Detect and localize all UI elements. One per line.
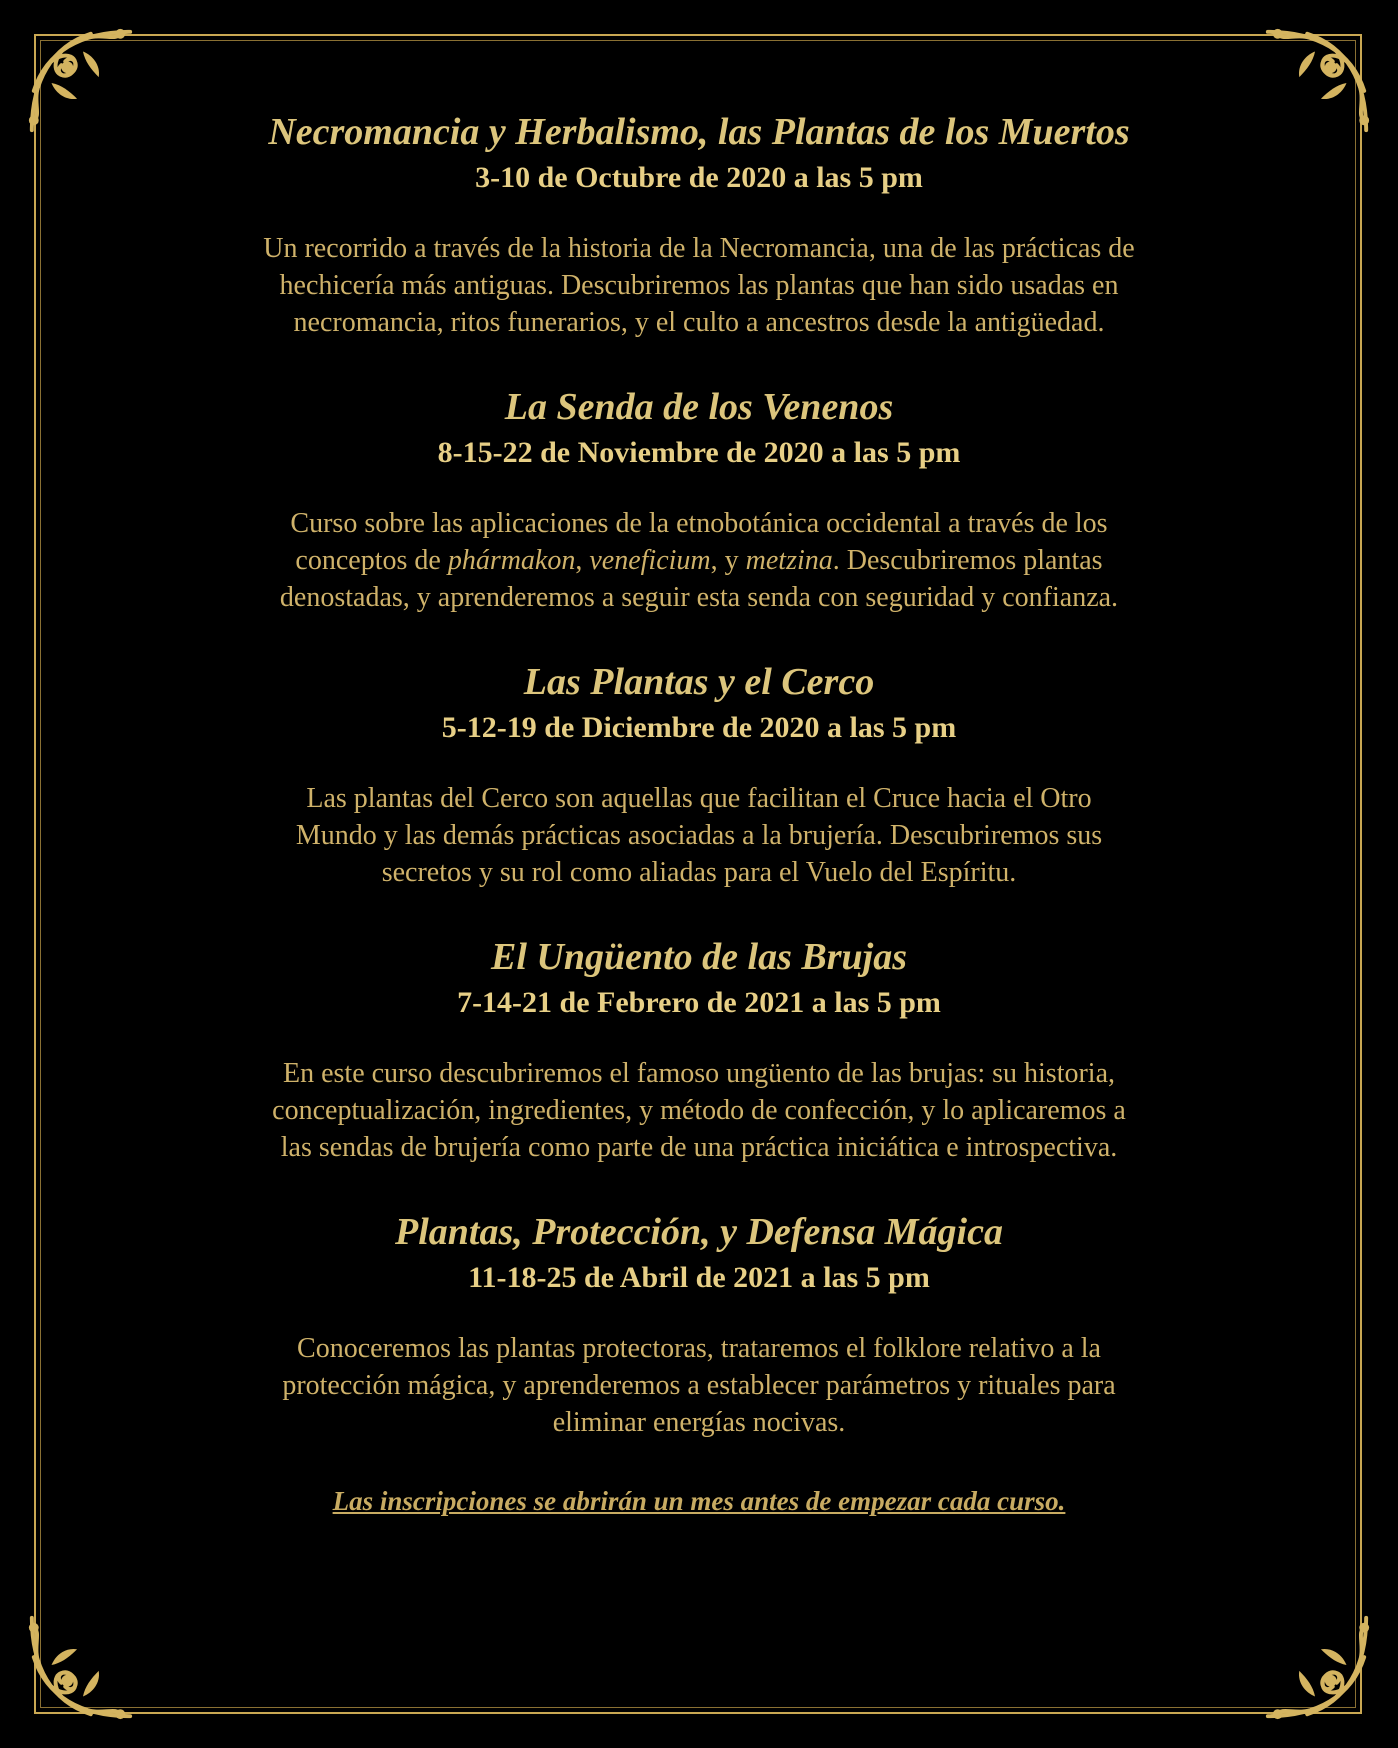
description-line: Un recorrido a través de la historia de la Necromancia, una de las prácticas de	[263, 233, 1135, 264]
course-description	[184, 505, 1214, 616]
course-description	[184, 1330, 1214, 1441]
corner-ornament-icon	[1258, 22, 1376, 140]
course-date: 7-14-21 de Febrero de 2021 a las 5 pm	[457, 986, 941, 1019]
corner-ornament-icon	[1258, 1608, 1376, 1726]
course-description	[184, 230, 1214, 341]
course-title: Necromancia y Herbalismo, las Plantas de los Muertos	[268, 111, 1130, 153]
course-date: 3-10 de Octubre de 2020 a las 5 pm	[475, 161, 923, 194]
term-metzina: metzina	[745, 545, 833, 576]
corner-ornament-icon	[22, 1608, 140, 1726]
course-date: 11-18-25 de Abril de 2021 a las 5 pm	[468, 1261, 930, 1294]
description-line: eliminar energías nocivas.	[552, 1407, 846, 1438]
description-text: . Descubriremos plantas	[832, 545, 1103, 576]
description-line: las sendas de brujería como parte de una práctica iniciática e introspectiva.	[280, 1132, 1118, 1163]
description-text: ,	[575, 545, 590, 576]
term-pharmakon: phármakon	[447, 545, 576, 576]
course-title: La Senda de los Venenos	[504, 386, 894, 428]
course-date: 5-12-19 de Diciembre de 2020 a las 5 pm	[441, 711, 957, 744]
course-description	[184, 780, 1214, 891]
description-line: protección mágica, y aprenderemos a establecer parámetros y rituales para	[282, 1370, 1116, 1401]
course-list	[150, 108, 1248, 1519]
description-line: Curso sobre las aplicaciones de la etnobotánica occidental a través de los	[290, 508, 1108, 539]
course-date: 8-15-22 de Noviembre de 2020 a las 5 pm	[437, 436, 961, 469]
description-line: hechicería más antiguas. Descubriremos las plantas que han sido usadas en	[279, 270, 1119, 301]
course-unguento-brujas	[150, 933, 1248, 1166]
course-description	[184, 1055, 1214, 1166]
description-line: conceptualización, ingredientes, y método de confección, y lo aplicaremos a	[272, 1095, 1126, 1126]
course-title: Las Plantas y el Cerco	[523, 661, 875, 703]
course-necromancia	[150, 108, 1248, 341]
course-title: El Ungüento de las Brujas	[491, 936, 907, 978]
description-line: denostadas, y aprenderemos a seguir esta senda con seguridad y confianza.	[279, 582, 1119, 613]
course-title: Plantas, Protección, y Defensa Mágica	[395, 1211, 1003, 1253]
description-line: En este curso descubriremos el famoso ungüento de las brujas: su historia,	[282, 1058, 1116, 1089]
term-veneficium: veneficium	[589, 545, 711, 576]
description-line: Las plantas del Cerco son aquellas que facilitan el Cruce hacia el Otro	[306, 783, 1092, 814]
description-line: secretos y su rol como aliadas para el Vuelo del Espíritu.	[381, 857, 1017, 888]
description-line: Mundo y las demás prácticas asociadas a la brujería. Descubriremos sus	[295, 820, 1103, 851]
registration-note: Las inscripciones se abrirán un mes antes de empezar cada curso.	[332, 1486, 1066, 1516]
course-plantas-cerco	[150, 658, 1248, 891]
course-senda-venenos	[150, 383, 1248, 616]
course-proteccion-defensa	[150, 1208, 1248, 1441]
corner-ornament-icon	[22, 22, 140, 140]
description-text: , y	[710, 545, 746, 576]
description-text: conceptos de	[295, 545, 448, 576]
description-line: Conoceremos las plantas protectoras, trataremos el folklore relativo a la	[297, 1333, 1101, 1364]
description-line: necromancia, ritos funerarios, y el culto a ancestros desde la antigüedad.	[293, 307, 1105, 338]
